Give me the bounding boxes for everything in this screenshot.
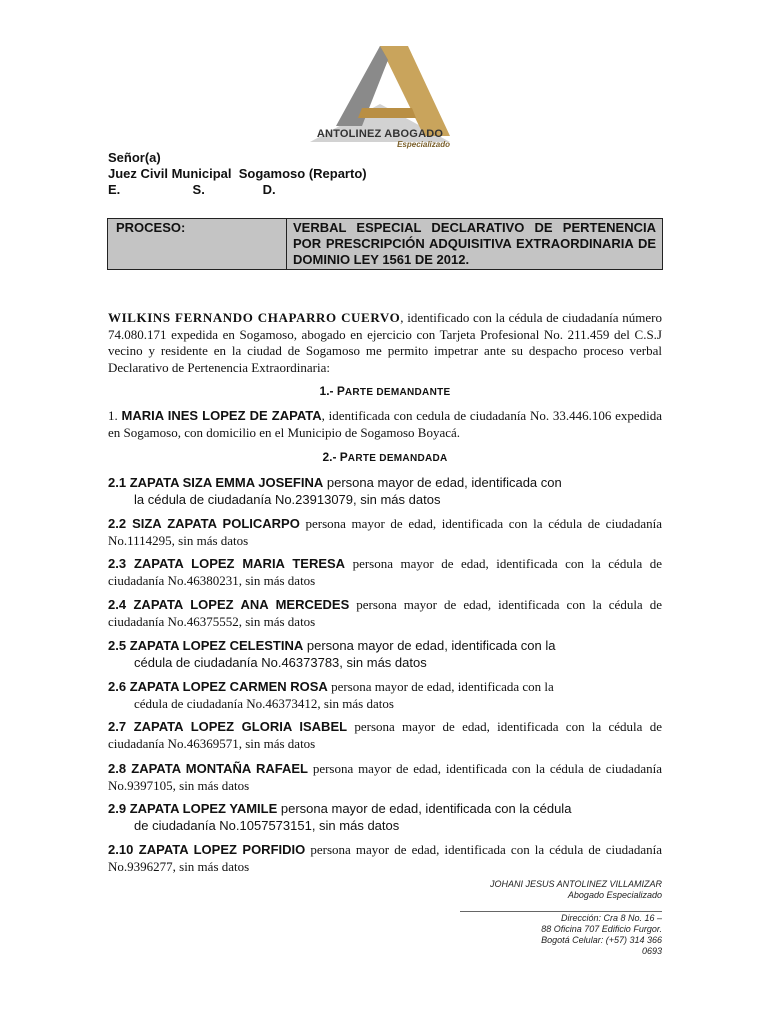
section-number: 2.-	[322, 450, 340, 464]
office-address	[400, 913, 662, 957]
defendant-item	[108, 842, 662, 875]
defendant-text: persona mayor de edad, identificada con la	[303, 638, 556, 653]
plaintiff-paragraph	[108, 408, 662, 441]
defendant-name: SIZA ZAPATA POLICARPO	[132, 516, 300, 531]
process-label: PROCESO:	[108, 219, 287, 270]
defendant-item	[108, 801, 662, 834]
defendant-number: 2.9	[108, 801, 130, 816]
addressee-line: Señor(a)	[108, 150, 161, 165]
defendant-name: ZAPATA MONTAÑA RAFAEL	[131, 761, 308, 776]
defendant-name: ZAPATA LOPEZ YAMILE	[129, 801, 278, 816]
defendant-item	[108, 761, 662, 794]
defendant-text: persona mayor de edad, identificada con la cédula de ciudadanía No.9397105, sin más datos	[108, 761, 662, 793]
plaintiff-number: 1.	[108, 408, 122, 423]
address-line: 88 Oficina 707 Edificio Furgor.	[541, 924, 662, 934]
defendant-item	[108, 679, 662, 712]
plaintiff-text: , identificada con cedula de ciudadanía No. 33.446.106 expedida en Sogamoso, con domicilio en el Municipio de Sogamoso Boyacá.	[108, 408, 662, 440]
defendant-item	[108, 719, 662, 752]
defendant-text: persona mayor de edad, identificada con la cédula de ciudadanía No.1114295, sin más datos	[108, 516, 662, 548]
defendant-text: persona mayor de edad, identificada con la cédula de ciudadanía No.46375552, sin más datos	[108, 597, 663, 629]
defendant-name: ZAPATA LOPEZ ANA MERCEDES	[133, 597, 350, 612]
intro-paragraph	[108, 310, 662, 376]
section-title-cap: P	[339, 450, 348, 464]
signature-block	[400, 879, 662, 901]
firm-tagline: Especializado	[397, 140, 450, 149]
defendant-text: de ciudadanía No.1057573151, sin más datos	[134, 817, 400, 833]
defendant-name: ZAPATA LOPEZ GLORIA ISABEL	[133, 719, 348, 734]
signer-name: JOHANI JESUS ANTOLINEZ VILLAMIZAR	[489, 879, 662, 889]
defendant-item	[108, 475, 662, 508]
section-title-cap: P	[336, 384, 345, 398]
defendant-number: 2.2	[108, 516, 133, 531]
defendant-name: ZAPATA SIZA EMMA JOSEFINA	[129, 475, 324, 490]
plaintiff-name: MARIA INES LOPEZ DE ZAPATA	[121, 408, 322, 423]
section-title-defendants	[108, 450, 662, 464]
defendant-number: 2.10	[108, 842, 139, 857]
defendant-number: 2.3	[108, 556, 134, 571]
intro-text: , identificado con la cédula de ciudadanía número 74.080.171 expedida en Sogamoso, abogado en ejercicio con Tarjeta Profesional No. 211.459 del C.S.J vecino y residente en la ciudad de Sogamoso me permito impetrar ante su despacho proceso verbal Declarativo de Pertenencia Extraordinaria:	[108, 310, 662, 375]
section-title-rest: ARTE DEMANDADA	[347, 453, 448, 464]
defendant-number: 2.5	[108, 638, 130, 653]
defendant-name: ZAPATA LOPEZ PORFIDIO	[138, 842, 306, 857]
defendant-number: 2.1	[108, 475, 130, 490]
section-title-plaintiff	[108, 384, 662, 398]
process-value: VERBAL ESPECIAL DECLARATIVO DE PERTENENCIA POR PRESCRIPCIÓN ADQUISITIVA EXTRAORDINARIA DE DOMINIO LEY 1561 DE 2012.	[287, 219, 663, 270]
defendant-number: 2.6	[108, 679, 130, 694]
address-line: Dirección: Cra 8 No. 16 –	[560, 913, 662, 923]
attorney-name: WILKINS FERNANDO CHAPARRO CUERVO	[108, 310, 401, 325]
defendant-item	[108, 638, 662, 671]
defendant-item	[108, 556, 662, 589]
defendant-text: persona mayor de edad, identificada con la	[327, 679, 554, 694]
defendant-name: ZAPATA LOPEZ CARMEN ROSA	[129, 679, 328, 694]
firm-name: ANTOLINEZ ABOGADO	[316, 128, 444, 140]
defendant-name: ZAPATA LOPEZ CELESTINA	[129, 638, 304, 653]
defendant-number: 2.8	[108, 761, 132, 776]
defendant-number: 2.7	[108, 719, 134, 734]
defendant-text: persona mayor de edad, identificada con la cédula de ciudadanía No.46369571, sin más datos	[108, 719, 662, 751]
defendant-name: ZAPATA LOPEZ MARIA TERESA	[133, 556, 346, 571]
defendant-number: 2.4	[108, 597, 134, 612]
address-line: 0693	[641, 946, 662, 956]
defendant-text: persona mayor de edad, identificada con la cédula de ciudadanía No.46380231, sin más datos	[108, 556, 662, 588]
defendant-item	[108, 597, 662, 630]
defendant-item	[108, 516, 662, 549]
address-line: Bogotá Celular: (+57) 314 366	[541, 935, 662, 945]
process-table	[107, 218, 663, 270]
defendant-text: persona mayor de edad, identificada con	[323, 475, 562, 490]
defendant-text: persona mayor de edad, identificada con la cédula	[277, 801, 572, 816]
defendant-text: la cédula de ciudadanía No.23913079, sin más datos	[134, 491, 441, 507]
addressee-line: E. S. D.	[108, 182, 276, 197]
addressee-block	[108, 150, 367, 198]
footer-divider	[460, 911, 662, 912]
defendant-text: cédula de ciudadanía No.46373412, sin más datos	[134, 695, 394, 711]
section-title-rest: ARTE DEMANDANTE	[344, 387, 451, 398]
section-number: 1.-	[319, 384, 337, 398]
signer-role: Abogado Especializado	[567, 890, 662, 900]
addressee-line: Juez Civil Municipal Sogamoso (Reparto)	[108, 166, 367, 181]
defendant-text: persona mayor de edad, identificada con la cédula de ciudadanía No.9396277, sin más datos	[108, 842, 662, 874]
defendant-text: cédula de ciudadanía No.46373783, sin más datos	[134, 654, 427, 670]
